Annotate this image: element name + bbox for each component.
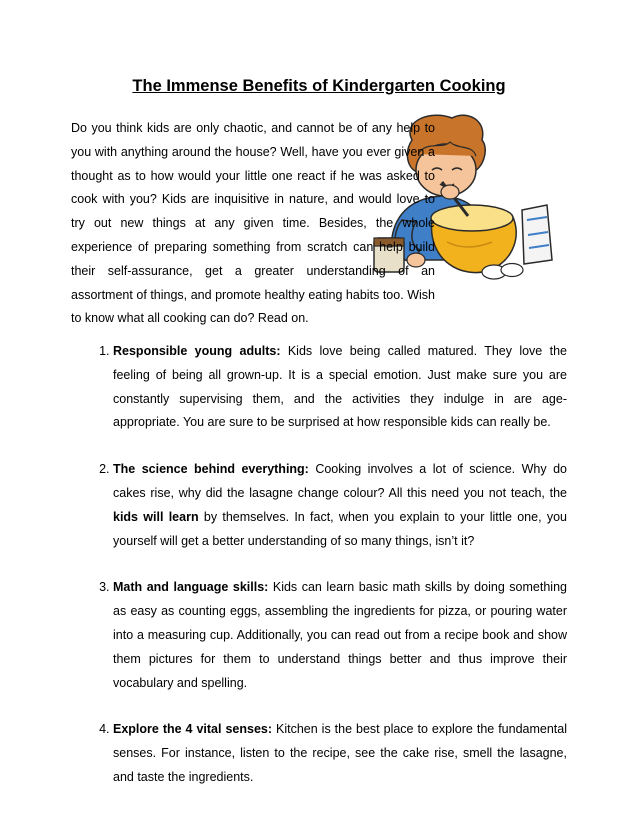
illustration-float-spacer xyxy=(435,117,567,285)
list-item-heading: Explore the 4 vital senses: xyxy=(113,722,273,737)
list-item-heading: The science behind everything: xyxy=(113,462,309,477)
list-item-heading: Responsible young adults: xyxy=(113,344,281,358)
list-item xyxy=(113,458,567,553)
list-item-text: by themselves. In fact, when you explain to your little one, you yourself will get a better understanding of so many things, isn’t it? xyxy=(113,509,567,548)
list-item xyxy=(113,718,567,789)
benefits-list xyxy=(71,340,567,813)
list-item xyxy=(113,340,567,435)
list-item xyxy=(113,576,567,695)
list-item-text: Kids can learn basic math skills by doing something as easy as counting eggs, assembling the ingredients for pizza, or pouring water into a measuring cup. Additionally, you can read out from a recipe book and show them pictures for them to understand things better and thus improve their vocabulary and spelling. xyxy=(113,580,567,690)
list-item-text: Cooking involves a lot of science. Why do cakes rise, why did the lasagne change colour? All this need you not teach, the xyxy=(113,462,567,500)
list-item-heading: Math and language skills: xyxy=(113,580,269,595)
document-title: The Immense Benefits of Kindergarten Cooking xyxy=(132,77,506,95)
list-item-text: Kids love being called matured. They love the feeling of being all grown-up. It is a special emotion. Just make sure you are constantly supervising them, and the activities they indulge in are age-appropriate. You are sure to be surprised at how responsible kids can really be. xyxy=(113,344,567,430)
list-item-emphasis: kids will learn xyxy=(113,509,199,524)
intro-text: Do you think kids are only chaotic, and cannot be of any help to you with anything around the house? Well, have you ever given a thought as to how would your little one react if he was asked to cook with you? Kids are inquisitive in nature, and would love to try out new things at any given time. Besides, the whole experience of preparing something from scratch can help build their self-assurance, get a greater understanding of an assortment of things, and promote healthy eating habits too. Wish to know what all cooking can do? Read on. xyxy=(71,121,435,326)
list-item-text: Kitchen is the best place to explore the fundamental senses. For instance, listen to the recipe, see the cake rise, smell the lasagne, and taste the ingredients. xyxy=(113,722,568,784)
intro-paragraph xyxy=(71,117,567,331)
